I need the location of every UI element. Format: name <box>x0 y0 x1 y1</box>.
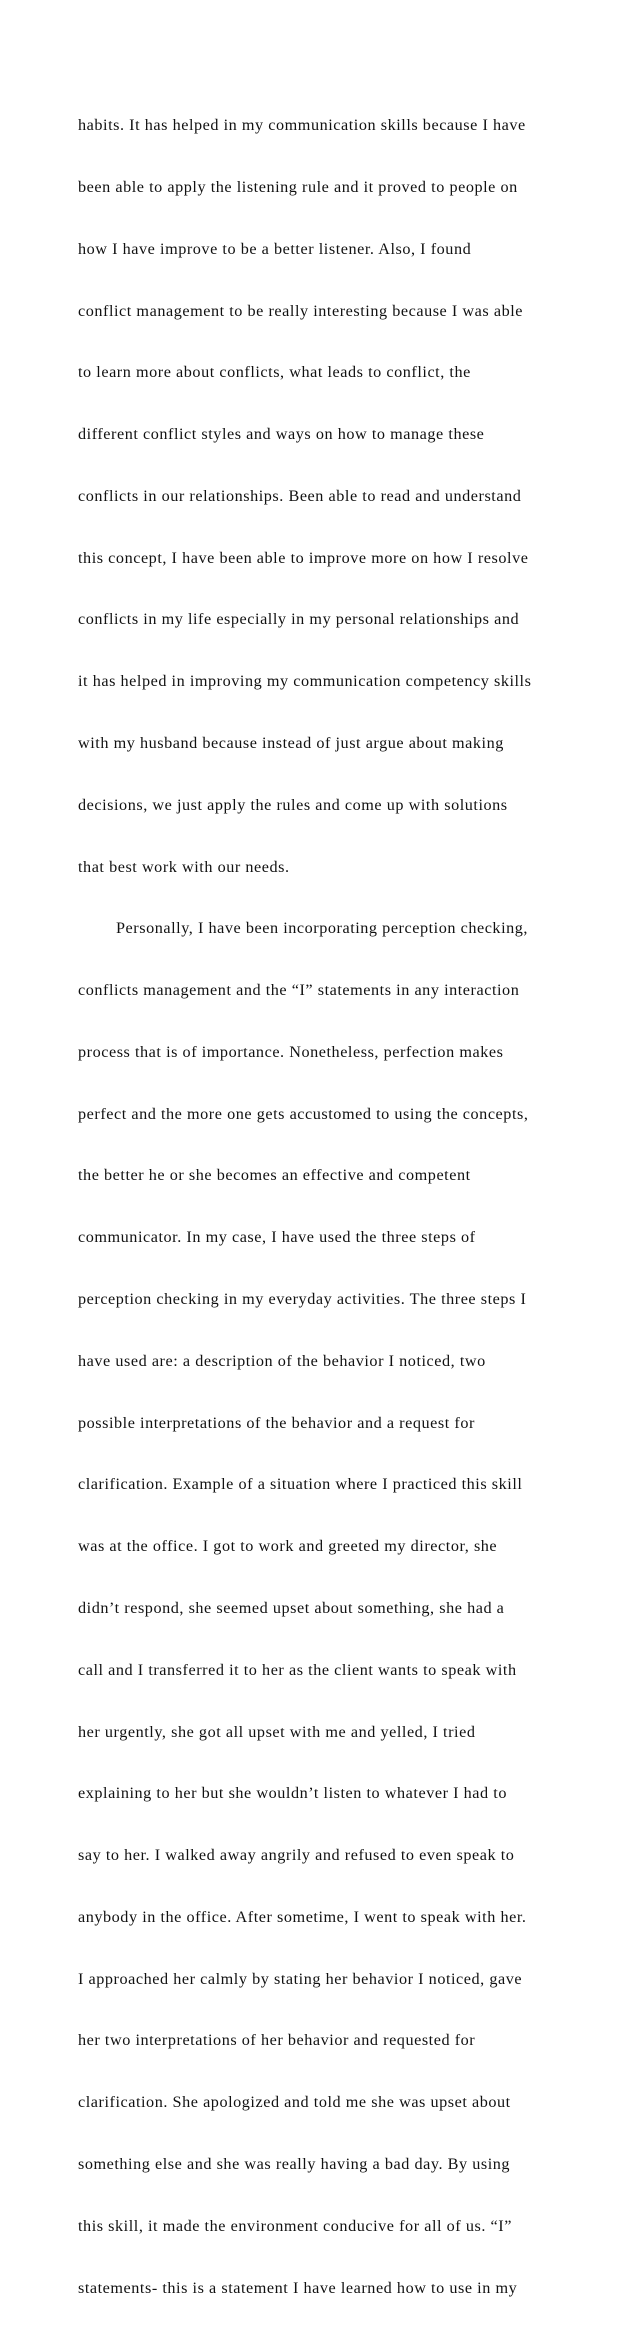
text-line: to learn more about conflicts, what leads to conflict, the <box>78 363 471 382</box>
text-line: with my husband because instead of just argue about making <box>78 734 504 752</box>
text-line: her two interpretations of her behavior and requested for <box>78 2031 476 2050</box>
text-line: conflict management to be really interesting because I was able <box>78 301 524 320</box>
text-line: explaining to her but she wouldn’t listen to whatever I had to <box>78 1784 507 1803</box>
text-line: that best work with our needs. <box>78 857 290 876</box>
text-line: different conflict styles and ways on how to manage these <box>78 425 485 444</box>
body-text <box>78 74 568 2339</box>
text-line: conflicts management and the “I” statements in any interaction <box>78 981 520 1000</box>
text-line: anybody in the office. After sometime, I went to speak with her. <box>78 1907 527 1926</box>
text-line: perception checking in my everyday activities. The three steps I <box>78 1290 527 1309</box>
text-line: call and I transferred it to her as the client wants to speak with <box>78 1660 517 1679</box>
text-line: how I have improve to be a better listener. Also, I found <box>78 239 472 258</box>
text-line: habits. It has helped in my communication skills because I have <box>78 116 526 135</box>
text-line: conflicts in our relationships. Been able to read and understand <box>78 486 522 505</box>
text-line: her urgently, she got all upset with me and yelled, I tried <box>78 1722 476 1741</box>
text-line: clarification. Example of a situation where I practiced this skill <box>78 1475 523 1494</box>
paragraph-start-line: Personally, I have been incorporating perception checking, <box>116 919 529 938</box>
text-line: I approached her calmly by stating her behavior I noticed, gave <box>78 1969 523 1988</box>
text-line: perfect and the more one gets accustomed to using the concepts, <box>78 1104 529 1123</box>
text-line: conflicts in my life especially in my personal relationships and <box>78 610 520 629</box>
text-line: something else and she was really having a bad day. By using <box>78 2154 511 2173</box>
text-line: statements- this is a statement I have learned how to use in my <box>78 2278 518 2297</box>
text-line: been able to apply the listening rule and it proved to people on <box>78 177 518 196</box>
text-line: the better he or she becomes an effective and competent <box>78 1166 471 1185</box>
text-line: say to her. I walked away angrily and refused to even speak to <box>78 1846 515 1865</box>
text-line: have used are: a description of the behavior I noticed, two <box>78 1351 486 1370</box>
text-line: this concept, I have been able to improve more on how I resolve <box>78 548 529 567</box>
text-line: clarification. She apologized and told me she was upset about <box>78 2093 511 2112</box>
text-line: process that is of importance. Nonetheless, perfection makes <box>78 1042 504 1061</box>
text-line: decisions, we just apply the rules and come up with solutions <box>78 795 508 814</box>
text-line: communicator. In my case, I have used the three steps of <box>78 1228 476 1247</box>
text-line: this skill, it made the environment conducive for all of us. “I” <box>78 2216 512 2235</box>
text-line: possible interpretations of the behavior and a request for <box>78 1413 475 1432</box>
text-line: didn’t respond, she seemed upset about something, she had a <box>78 1598 505 1617</box>
text-line: it has helped in improving my communication competency skills <box>78 672 532 691</box>
text-line: was at the office. I got to work and greeted my director, she <box>78 1537 498 1556</box>
